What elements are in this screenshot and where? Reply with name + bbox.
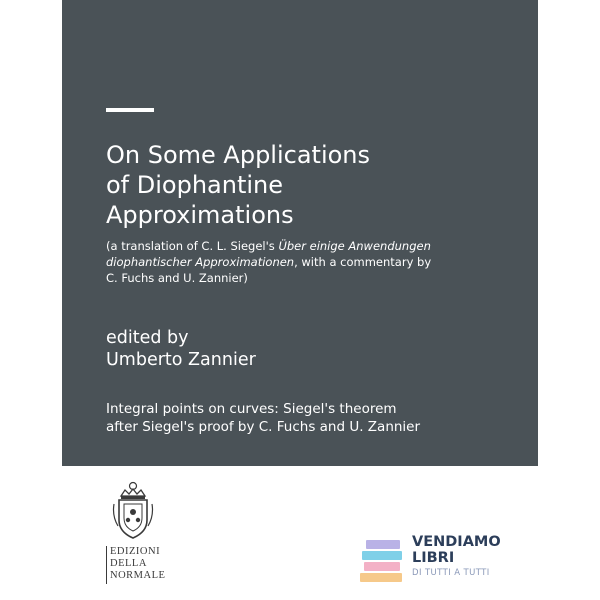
publisher-rule	[106, 546, 107, 584]
seller-name-line-2: LIBRI	[412, 550, 455, 566]
subtitle-suffix: , with a commentary by	[294, 255, 432, 269]
publisher-logo	[100, 480, 190, 590]
subtitle-line-3: C. Fuchs and U. Zannier)	[106, 271, 248, 285]
book-stack-icon	[360, 534, 404, 584]
edited-by-label: edited by	[106, 328, 189, 348]
book-subtitle	[106, 238, 506, 286]
subtitle-prefix: (a translation of C. L. Siegel's	[106, 239, 279, 253]
series-note	[106, 400, 526, 436]
accent-bar	[106, 108, 154, 112]
publisher-line-3: NORMALE	[110, 570, 166, 581]
publisher-line-2: DELLA	[110, 558, 147, 569]
subtitle-line-2	[106, 254, 506, 270]
seller-watermark	[360, 530, 510, 590]
seller-name-line-1: VENDIAMO	[412, 534, 501, 550]
book-cover	[62, 0, 538, 466]
editor-block	[106, 327, 486, 371]
series-line-2: after Siegel's proof by C. Fuchs and U. Zannier	[106, 419, 421, 435]
publisher-name	[110, 546, 165, 582]
title-line-3: Approximations	[106, 201, 294, 229]
subtitle-original-title-2: diophantischer Approximationen	[106, 255, 295, 269]
title-line-1: On Some Applications	[106, 141, 371, 169]
book-title	[106, 140, 506, 230]
subtitle-original-title-1: Über einige Anwendungen	[278, 239, 431, 253]
seller-name	[412, 534, 501, 566]
seller-tagline: DI TUTTI A TUTTI	[412, 568, 490, 578]
series-line-1: Integral points on curves: Siegel's theorem	[106, 401, 397, 417]
crest-icon	[108, 480, 158, 542]
title-line-2: of Diophantine	[106, 171, 284, 199]
editor-name: Umberto Zannier	[106, 350, 256, 370]
subtitle-line-1	[106, 238, 506, 254]
publisher-line-1: EDIZIONI	[110, 546, 161, 557]
